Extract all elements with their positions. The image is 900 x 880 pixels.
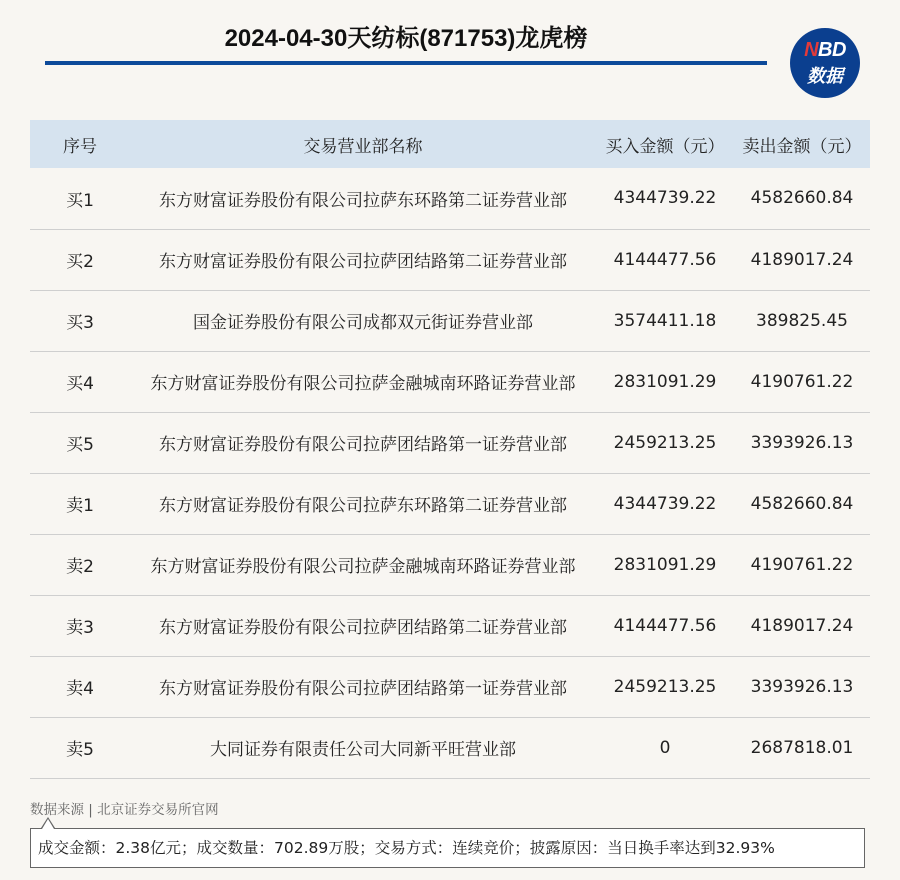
row-sell-amount: 4189017.24 bbox=[750, 615, 854, 636]
row-sell-amount: 3393926.13 bbox=[750, 676, 854, 697]
row-index: 卖2 bbox=[66, 557, 94, 577]
trade-summary-note: 成交金额：2.38亿元；成交数量：702.89万股；交易方式：连续竞价；披露原因：当日换手率达到32.93% bbox=[30, 828, 865, 868]
row-buy-amount: 2459213.25 bbox=[613, 432, 717, 453]
row-sell-amount: 389825.45 bbox=[756, 310, 848, 331]
row-index: 买4 bbox=[66, 374, 94, 394]
table-row bbox=[30, 534, 870, 595]
row-branch-name: 东方财富证券股份有限公司拉萨金融城南环路证券营业部 bbox=[150, 374, 576, 394]
table-row bbox=[30, 656, 870, 717]
row-sell-amount: 4190761.22 bbox=[750, 554, 854, 575]
table-row bbox=[30, 717, 870, 778]
table-row bbox=[30, 473, 870, 534]
row-buy-amount: 2831091.29 bbox=[613, 554, 717, 575]
row-index: 卖5 bbox=[66, 740, 94, 760]
dragon-tiger-table bbox=[30, 120, 870, 779]
table-row bbox=[30, 595, 870, 656]
row-branch-name: 东方财富证券股份有限公司拉萨团结路第二证券营业部 bbox=[159, 252, 567, 272]
row-index: 买2 bbox=[66, 252, 94, 272]
table-row bbox=[30, 229, 870, 290]
row-index: 卖1 bbox=[66, 496, 94, 516]
table-row bbox=[30, 351, 870, 412]
row-index: 买1 bbox=[66, 190, 94, 211]
logo-subtext: 数据 bbox=[807, 66, 843, 86]
row-branch-name: 大同证券有限责任公司大同新平旺营业部 bbox=[210, 740, 516, 760]
row-branch-name: 东方财富证券股份有限公司拉萨团结路第一证券营业部 bbox=[159, 679, 567, 699]
logo-wordmark bbox=[790, 39, 860, 62]
row-buy-amount: 0 bbox=[659, 737, 671, 758]
nbd-logo bbox=[790, 28, 860, 98]
header-branch-name: 交易营业部名称 bbox=[303, 136, 423, 157]
data-source-caption: 数据来源 | 北京证券交易所官网 bbox=[30, 802, 219, 818]
header-sell-amount: 卖出金额（元） bbox=[742, 136, 862, 157]
row-branch-name: 国金证券股份有限公司成都双元街证券营业部 bbox=[193, 313, 533, 333]
page-title: 2024-04-30天纺标(871753)龙虎榜 bbox=[224, 25, 588, 52]
row-buy-amount: 4344739.22 bbox=[613, 188, 717, 209]
row-buy-amount: 4144477.56 bbox=[613, 249, 717, 270]
row-index: 买3 bbox=[66, 313, 94, 333]
row-index: 卖3 bbox=[66, 618, 94, 638]
row-buy-amount: 4144477.56 bbox=[613, 615, 717, 636]
row-sell-amount: 3393926.13 bbox=[750, 432, 854, 453]
row-sell-amount: 4582660.84 bbox=[750, 188, 854, 209]
row-sell-amount: 4189017.24 bbox=[750, 249, 854, 270]
row-buy-amount: 2459213.25 bbox=[613, 676, 717, 697]
row-branch-name: 东方财富证券股份有限公司拉萨东环路第二证券营业部 bbox=[159, 190, 567, 211]
row-branch-name: 东方财富证券股份有限公司拉萨金融城南环路证券营业部 bbox=[150, 557, 576, 577]
table-row bbox=[30, 290, 870, 351]
callout-caret-fill bbox=[42, 819, 54, 829]
title-underline bbox=[45, 61, 767, 65]
header-index: 序号 bbox=[63, 136, 97, 157]
row-branch-name: 东方财富证券股份有限公司拉萨团结路第一证券营业部 bbox=[159, 435, 567, 455]
table-row bbox=[30, 168, 870, 229]
table-row bbox=[30, 412, 870, 473]
row-buy-amount: 2831091.29 bbox=[613, 371, 717, 392]
row-index: 卖4 bbox=[66, 679, 94, 699]
row-sell-amount: 2687818.01 bbox=[750, 737, 854, 758]
header-buy-amount: 买入金额（元） bbox=[605, 136, 725, 157]
row-sell-amount: 4582660.84 bbox=[750, 493, 854, 514]
row-buy-amount: 3574411.18 bbox=[613, 310, 717, 331]
logo-bd: BD bbox=[818, 39, 846, 61]
row-branch-name: 东方财富证券股份有限公司拉萨东环路第二证券营业部 bbox=[159, 496, 567, 516]
table-header-row bbox=[30, 120, 870, 168]
row-branch-name: 东方财富证券股份有限公司拉萨团结路第二证券营业部 bbox=[159, 618, 567, 638]
row-buy-amount: 4344739.22 bbox=[613, 493, 717, 514]
row-index: 买5 bbox=[66, 435, 94, 455]
row-sell-amount: 4190761.22 bbox=[750, 371, 854, 392]
logo-n: N bbox=[804, 39, 819, 61]
